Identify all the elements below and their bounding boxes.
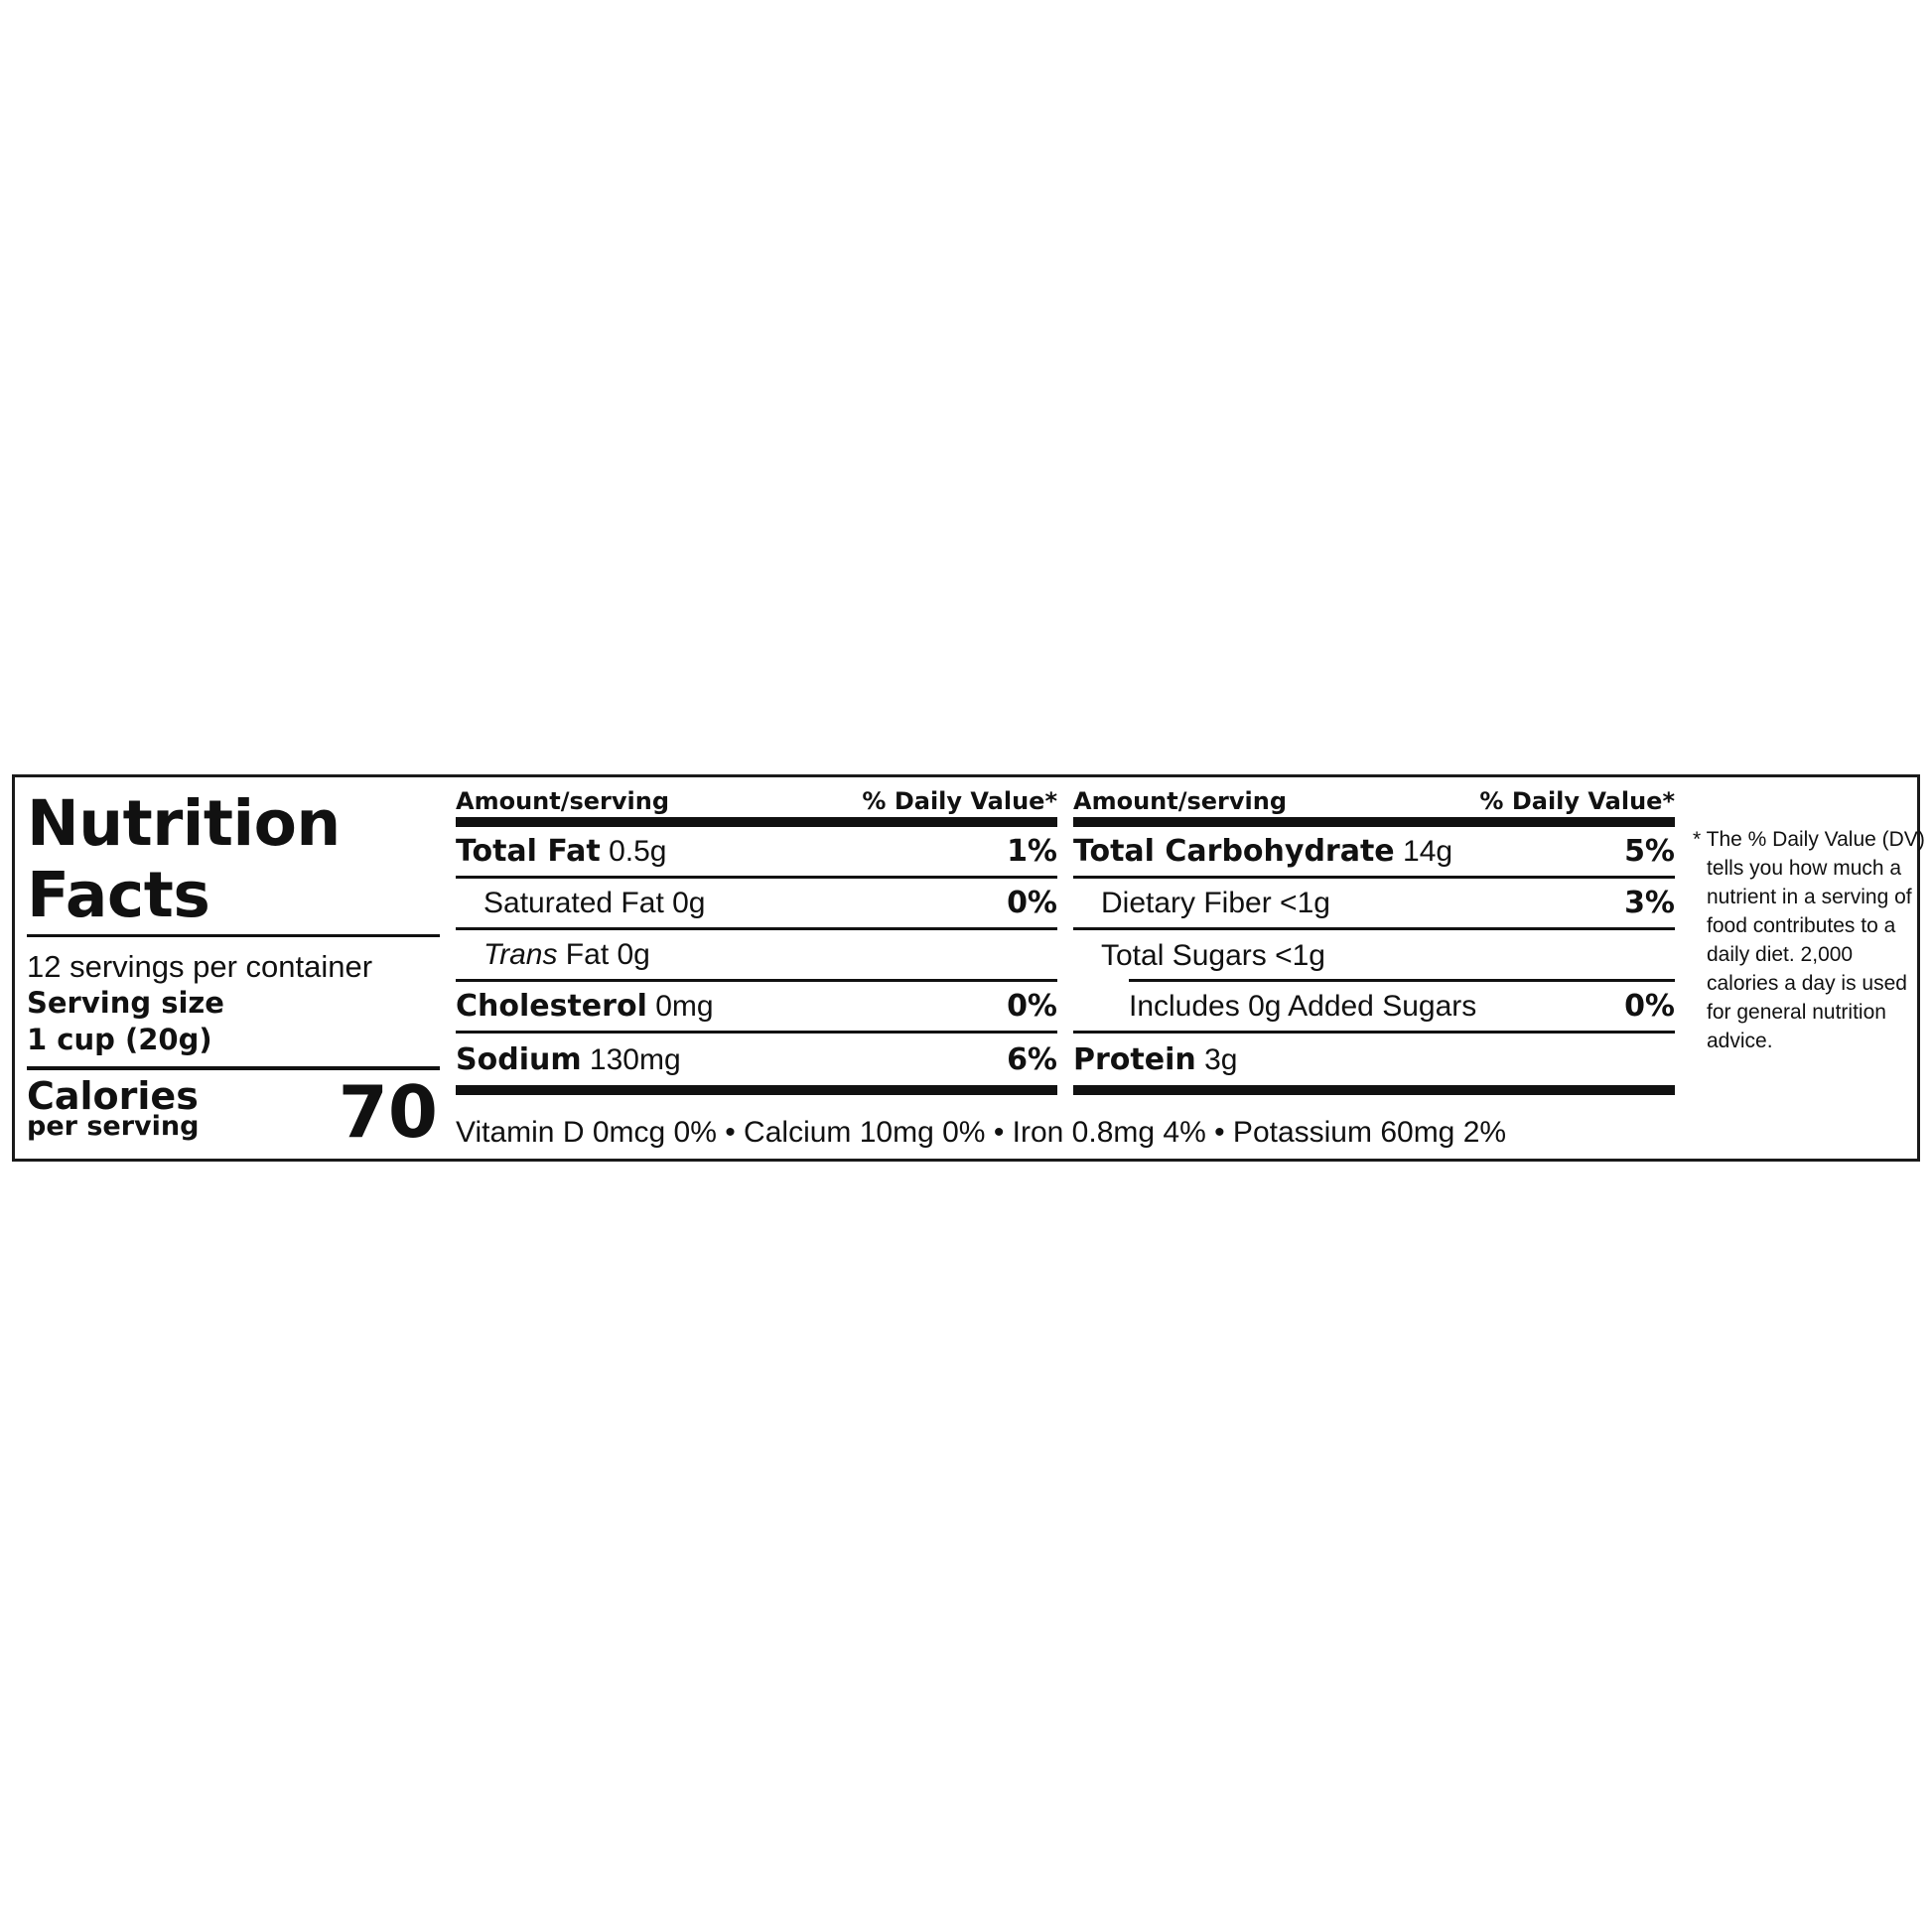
nutrient-dv: 1% [1007,834,1057,869]
nutrient-dv: 0% [1007,989,1057,1024]
nutrient-amount: 0.5g [600,835,667,868]
nutrient-row-saturated-fat [456,879,1057,930]
nutrient-row-total-sugars [1073,930,1675,982]
nutrient-row-protein [1073,1034,1675,1085]
amount-serving-header: Amount/serving [456,787,670,815]
nutrient-amount: 130mg [581,1042,681,1076]
nutrient-name-italic: Trans [483,937,558,971]
nutrient-row-trans-fat [456,930,1057,982]
nutrient-amount: 14g [1394,835,1453,868]
calories-per-serving: per serving [27,1111,200,1142]
servings-per-container: 12 servings per container [27,949,373,984]
serving-size-label: Serving size [27,986,224,1020]
amount-serving-header: Amount/serving [1073,787,1288,815]
added-sugars-rule [1129,979,1675,982]
daily-value-footnote: * The % Daily Value (DV) tells you how much a nutrient in a serving of food contributes to a daily diet. 2,000 calories a day is used for general nutrition advice. [1693,828,1925,1052]
nutrient-dv: 3% [1624,886,1675,920]
nutrient-name-rest: Fat 0g [557,937,650,971]
nutrient-row-added-sugars [1073,982,1675,1034]
label-title-line1: Nutrition [27,787,341,860]
nutrient-dv: 0% [1624,989,1675,1024]
nutrient-row-total-fat [456,827,1057,879]
serving-size-value: 1 cup (20g) [27,1023,212,1056]
nutrient-column-left [456,785,1057,1095]
nutrient-row-cholesterol [456,982,1057,1034]
vitamins-minerals-line: Vitamin D 0mcg 0% • Calcium 10mg 0% • Iron 0.8mg 4% • Potassium 60mg 2% [456,1116,1507,1149]
nutrient-name: Includes 0g Added Sugars [1129,989,1477,1023]
nutrient-name: Cholesterol [456,989,647,1024]
nutrition-facts-label [12,774,1925,1162]
nutrient-row-dietary-fiber [1073,879,1675,930]
nutrient-row-total-carbohydrate [1073,827,1675,879]
nutrient-column-right [1073,785,1675,1095]
header-thick-rule [456,817,1057,827]
label-left-column [27,785,440,1154]
column-header [1073,785,1675,817]
nutrient-name: Sodium [456,1041,582,1077]
nutrient-name: Total Fat [456,834,601,869]
nutrient-name: Dietary Fiber <1g [1101,886,1330,919]
nutrient-name: Protein [1073,1041,1196,1077]
nutrient-dv: 6% [1007,1041,1057,1077]
nutrient-dv: 5% [1624,834,1675,869]
calories-block [27,1072,440,1155]
nutrient-name: Saturated Fat 0g [483,886,706,919]
daily-value-header: % Daily Value* [862,787,1057,815]
calories-value: 70 [338,1070,438,1154]
nutrient-name: Total Carbohydrate [1073,834,1395,869]
nutrient-row-sodium [456,1034,1057,1085]
nutrient-name: Total Sugars <1g [1101,939,1325,972]
nutrient-amount: 3g [1195,1042,1238,1076]
calories-label: Calories [27,1074,199,1118]
bottom-thick-rule [1073,1085,1675,1095]
bottom-thick-rule [456,1085,1057,1095]
column-header [456,785,1057,817]
nutrient-amount: 0mg [646,990,714,1023]
header-thick-rule [1073,817,1675,827]
label-title-line2: Facts [27,859,210,931]
daily-value-header: % Daily Value* [1479,787,1675,815]
nutrient-dv: 0% [1007,886,1057,920]
title-divider [27,934,440,937]
